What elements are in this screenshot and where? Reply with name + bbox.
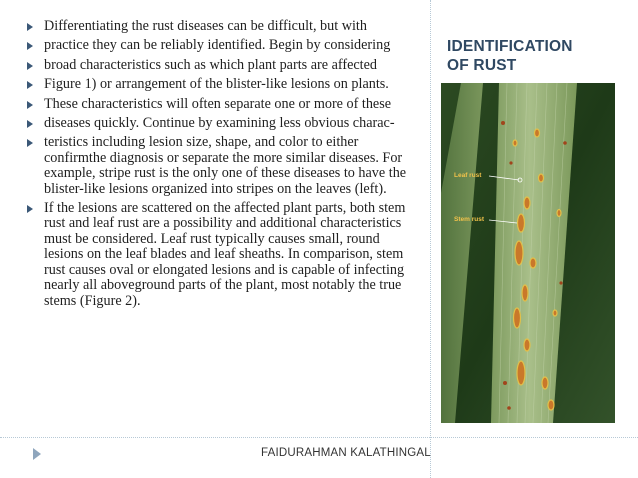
wheat-leaf-rust-photo [441, 83, 615, 423]
bullet-text: These characteristics will often separate one or more of these [44, 95, 392, 112]
vertical-guide-line [430, 0, 431, 478]
bullet-item [22, 201, 414, 309]
triangle-bullet-icon [27, 101, 33, 109]
horizontal-guide-line [0, 437, 638, 438]
bullet-item [22, 97, 414, 112]
leaf-photo-graphic [441, 83, 615, 423]
bullet-text: diseases quickly. Continue by examining less obvious charac- [44, 115, 395, 132]
bullet-list [22, 19, 414, 313]
bullet-text: Differentiating the rust diseases can be difficult, but with [44, 18, 367, 34]
leaf-rust-label: Leaf rust [454, 172, 482, 179]
triangle-bullet-icon [27, 120, 33, 128]
triangle-bullet-icon [27, 81, 33, 89]
slide-title [447, 37, 627, 75]
bullet-text: practice they can be reliably identified. Begin by considering [44, 37, 391, 54]
bullet-text: broad characteristics such as which plant parts are affected [44, 56, 377, 73]
triangle-bullet-icon [27, 62, 33, 70]
bullet-item [22, 58, 414, 73]
bullet-text: teristics including lesion size, shape, and color to either confirmthe diagnosis or separate the more similar diseases. For example, stripe rust is the only one of these diseases to have the blister-like lesions organized into stripes on the leaves (left). [44, 134, 407, 197]
triangle-bullet-icon [27, 42, 33, 50]
triangle-bullet-icon [27, 23, 33, 31]
slide-title-line-2: OF RUST [447, 57, 517, 74]
stem-rust-label: Stem rust [454, 216, 484, 223]
bullet-item [22, 38, 414, 53]
slide-title-line-1: IDENTIFICATION [447, 38, 573, 55]
footer-author: FAIDURAHMAN KALATHINGAL [261, 447, 431, 459]
bullet-item [22, 19, 414, 34]
triangle-bullet-icon [27, 205, 33, 213]
bullet-item [22, 135, 414, 197]
bullet-item [22, 77, 414, 92]
triangle-bullet-icon [27, 139, 33, 147]
bullet-text: If the lesions are scattered on the affected plant parts, both stem rust and leaf rust are a possibility and additional characteristics must be considered. Leaf rust typically causes small, round lesions on the leaf blades and leaf sheaths. In comparison, stem rust causes oval or elongated lesions and is capable of infecting nearly all aboveground parts of the plant, most notably the true stems (Figure 2). [44, 200, 406, 309]
bullet-item [22, 116, 414, 131]
bullet-text: Figure 1) or arrangement of the blister-like lesions on plants. [44, 76, 389, 93]
nav-next-arrow-icon[interactable] [33, 448, 41, 460]
